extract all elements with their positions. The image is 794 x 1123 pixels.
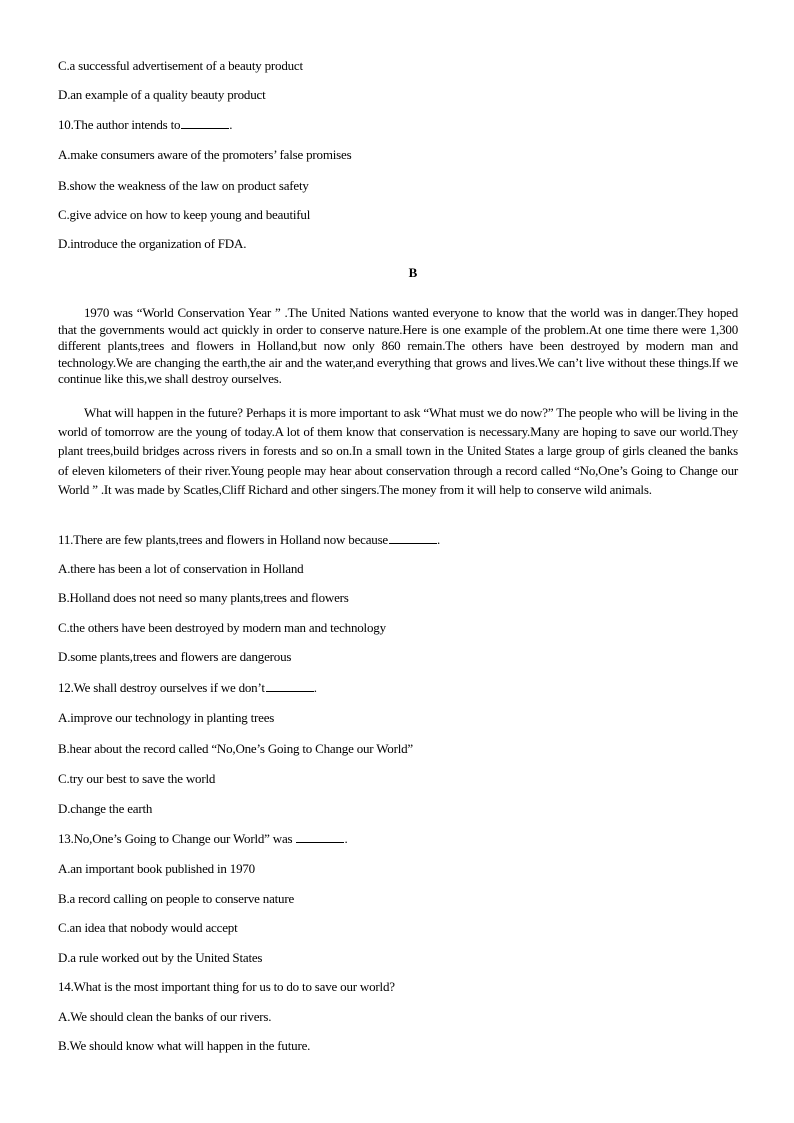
q12-option-c: C.try our best to save the world — [58, 771, 216, 786]
q9-option-c: C.a successful advertisement of a beauty product — [58, 58, 303, 73]
q12-stem — [58, 680, 317, 696]
q13-option-a: A.an important book published in 1970 — [58, 861, 255, 876]
answer-blank — [389, 532, 437, 544]
q13-option-c: C.an idea that nobody would accept — [58, 920, 238, 935]
q12-stem-text: 12.We shall destroy ourselves if we don’t — [58, 680, 265, 695]
q12-option-b: B.hear about the record called “No,One’s Going to Change our World” — [58, 741, 413, 756]
q11-stem — [58, 532, 440, 548]
section-heading: B — [408, 265, 418, 280]
passage-paragraph-1: 1970 was “World Conservation Year ” .The United Nations wanted everyone to know that the world was in danger.They hoped that the governments would act quickly in order to conserve nature.Here is one example of the problem.At one time there were 1,300 different plants,trees and flowers in Holland,but now only 860 remain.The others have been destroyed by modern man and technology.We are changing the earth,the air and the water,and everything that grows and lives.We can’t live without these things.If we continue like this,we shall destroy ourselves. — [58, 305, 738, 387]
q13-stem — [58, 831, 348, 847]
q11-option-a: A.there has been a lot of conservation in Holland — [58, 561, 304, 576]
q10-option-d: D.introduce the organization of FDA. — [58, 236, 247, 251]
q10-stem-tail: . — [229, 117, 233, 132]
q12-option-a: A.improve our technology in planting trees — [58, 710, 275, 725]
answer-blank — [266, 680, 314, 692]
q13-stem-tail: . — [344, 831, 348, 846]
q10-stem-text: 10.The author intends to — [58, 117, 181, 132]
q11-stem-text: 11.There are few plants,trees and flowers in Holland now because — [58, 532, 389, 547]
q10-stem — [58, 117, 232, 133]
q11-option-c: C.the others have been destroyed by modern man and technology — [58, 620, 386, 635]
q11-option-b: B.Holland does not need so many plants,trees and flowers — [58, 590, 349, 605]
q10-option-a: A.make consumers aware of the promoters’ false promises — [58, 147, 352, 162]
q10-option-c: C.give advice on how to keep young and beautiful — [58, 207, 311, 222]
q14-option-b: B.We should know what will happen in the future. — [58, 1038, 311, 1053]
q9-option-d: D.an example of a quality beauty product — [58, 87, 266, 102]
passage-paragraph-2: What will happen in the future? Perhaps it is more important to ask “What must we do now?” The people who will be living in the world of tomorrow are the young of today.A lot of them know that conservation is necessary.Many are hoping to save our world.They plant trees,build bridges across rivers in forests and so on.In a small town in the United States a large group of girls cleaned the banks of eleven kilometers of their river.Young people may hear about conservation through a record called “No,One’s Going to Change our World ” .It was made by Scatles,Cliff Richard and other singers.The money from it will help to conserve wild animals. — [58, 405, 738, 497]
q13-option-b: B.a record calling on people to conserve nature — [58, 891, 295, 906]
q11-option-d: D.some plants,trees and flowers are dangerous — [58, 649, 292, 664]
q10-option-b: B.show the weakness of the law on product safety — [58, 178, 309, 193]
q13-stem-text: 13.No,One’s Going to Change our World” was — [58, 831, 296, 846]
answer-blank — [296, 831, 344, 843]
q14-option-a: A.We should clean the banks of our rivers. — [58, 1009, 272, 1024]
q14-stem: 14.What is the most important thing for us to do to save our world? — [58, 979, 395, 994]
q11-stem-tail: . — [437, 532, 441, 547]
answer-blank — [181, 117, 229, 129]
q12-stem-tail: . — [313, 680, 317, 695]
q12-option-d: D.change the earth — [58, 801, 153, 816]
q13-option-d: D.a rule worked out by the United States — [58, 950, 263, 965]
